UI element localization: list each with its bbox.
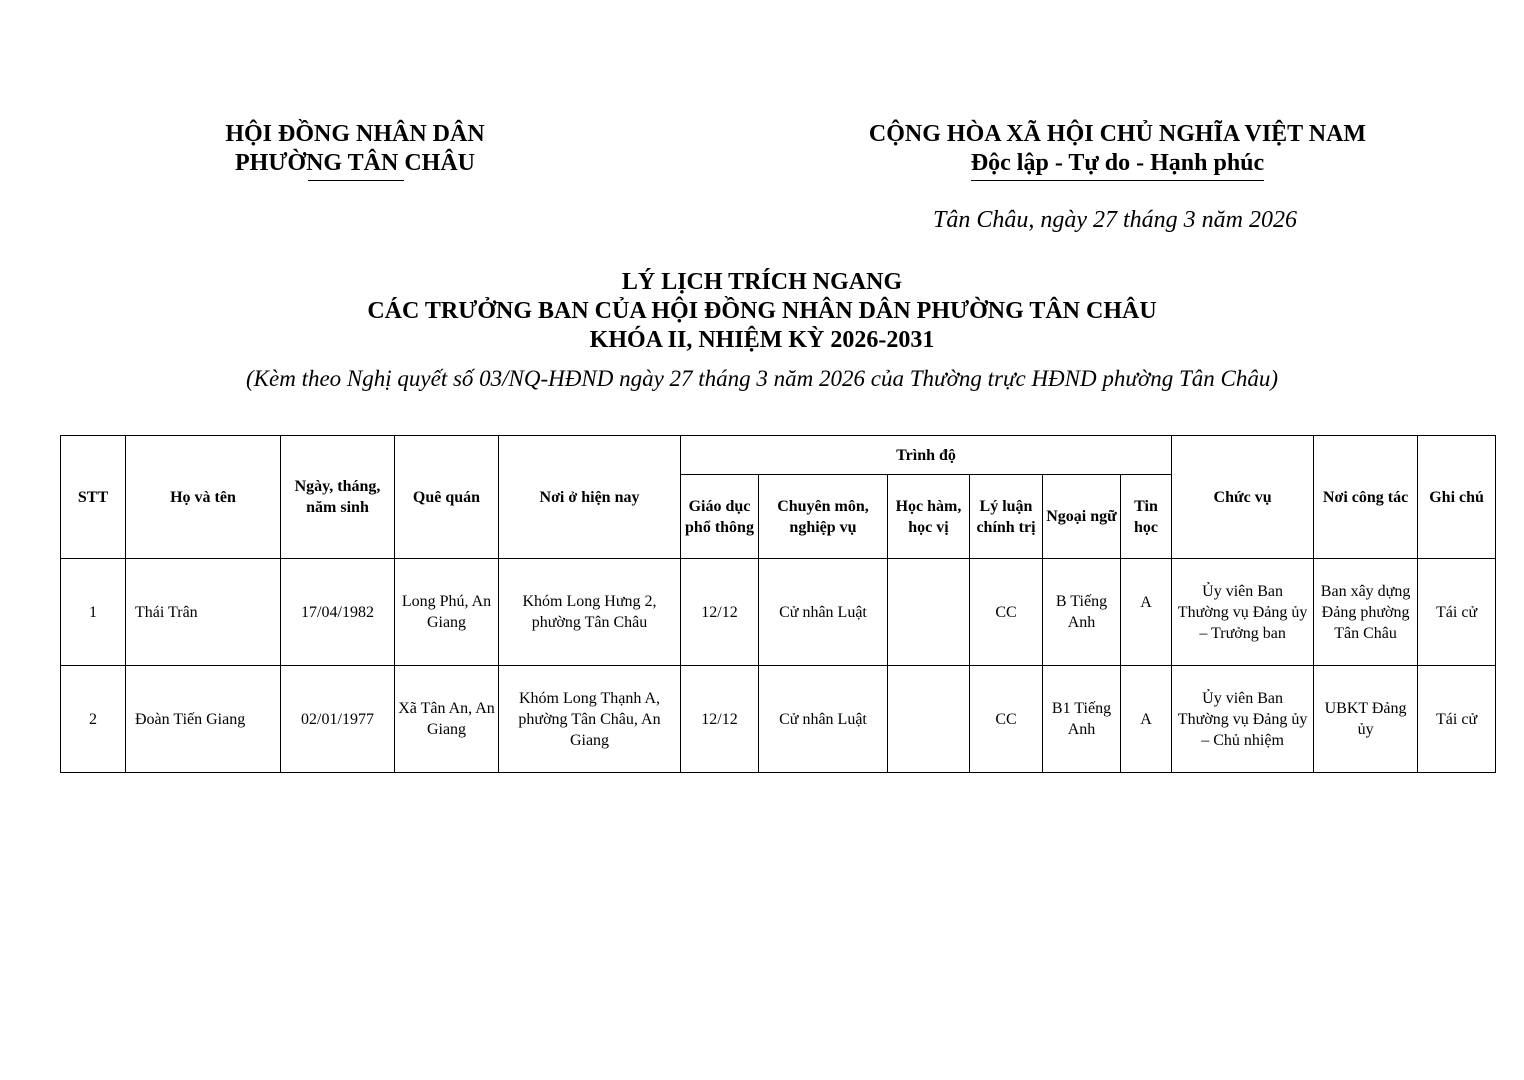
cell-note: Tái cử — [1418, 666, 1496, 773]
table-row — [61, 559, 1496, 666]
cell-residence: Khóm Long Thạnh A, phường Tân Châu, An Giang — [499, 666, 681, 773]
cell-stt: 1 — [61, 559, 126, 666]
cell-workplace: UBKT Đảng ủy — [1314, 666, 1418, 773]
issuer-name: HỘI ĐỒNG NHÂN DÂN — [225, 121, 485, 147]
cell-dob: 02/01/1977 — [281, 666, 395, 773]
cell-specialty: Cử nhân Luật — [759, 666, 888, 773]
cell-it: A — [1121, 559, 1172, 666]
national-header — [830, 120, 1405, 181]
col-header-it: Tin học — [1121, 475, 1172, 559]
cell-general-edu: 12/12 — [681, 559, 759, 666]
col-header-general-edu: Giáo dục phổ thông — [681, 475, 759, 559]
cell-dob: 17/04/1982 — [281, 559, 395, 666]
national-title: CỘNG HÒA XÃ HỘI CHỦ NGHĨA VIỆT NAM — [868, 121, 1367, 147]
issuer-header — [150, 120, 560, 178]
cell-political: CC — [970, 559, 1043, 666]
table-header-row — [61, 436, 1496, 475]
cell-name: Đoàn Tiến Giang — [126, 666, 281, 773]
cell-general-edu: 12/12 — [681, 666, 759, 773]
document-title-line2: CÁC TRƯỞNG BAN CỦA HỘI ĐỒNG NHÂN DÂN PHƯỜNG TÂN CHÂU — [367, 298, 1157, 324]
col-header-name: Họ và tên — [126, 436, 281, 559]
cell-name: Thái Trân — [126, 559, 281, 666]
cell-hometown: Xã Tân An, An Giang — [395, 666, 499, 773]
col-header-residence: Nơi ở hiện nay — [499, 436, 681, 559]
col-header-workplace: Nơi công tác — [1314, 436, 1418, 559]
issuer-ward: PHƯỜNG TÂN CHÂU — [235, 150, 475, 176]
document-title: LÝ LỊCH TRÍCH NGANG — [621, 269, 903, 295]
cell-stt: 2 — [61, 666, 126, 773]
col-header-dob: Ngày, tháng, năm sinh — [281, 436, 395, 559]
cell-residence: Khóm Long Hưng 2, phường Tân Châu — [499, 559, 681, 666]
cell-hometown: Long Phú, An Giang — [395, 559, 499, 666]
col-header-position: Chức vụ — [1172, 436, 1314, 559]
col-header-stt: STT — [61, 436, 126, 559]
col-header-political: Lý luận chính trị — [970, 475, 1043, 559]
cell-workplace: Ban xây dựng Đảng phường Tân Châu — [1314, 559, 1418, 666]
col-header-language: Ngoại ngữ — [1043, 475, 1121, 559]
cell-note: Tái cử — [1418, 559, 1496, 666]
col-header-note: Ghi chú — [1418, 436, 1496, 559]
cell-position: Ủy viên Ban Thường vụ Đảng ủy – Trưởng ban — [1172, 559, 1314, 666]
cell-academic — [888, 666, 970, 773]
cell-language: B1 Tiếng Anh — [1043, 666, 1121, 773]
cell-specialty: Cử nhân Luật — [759, 559, 888, 666]
cell-political: CC — [970, 666, 1043, 773]
cell-position: Ủy viên Ban Thường vụ Đảng ủy – Chủ nhiệm — [1172, 666, 1314, 773]
document-title-line3: KHÓA II, NHIỆM KỲ 2026-2031 — [589, 327, 935, 353]
date-line: Tân Châu, ngày 27 tháng 3 năm 2026 — [932, 207, 1297, 233]
col-header-hometown: Quê quán — [395, 436, 499, 559]
table-row — [61, 666, 1496, 773]
col-header-specialty: Chuyên môn, nghiệp vụ — [759, 475, 888, 559]
col-header-level: Trình độ — [681, 436, 1172, 475]
cell-language: B Tiếng Anh — [1043, 559, 1121, 666]
issuer-underline — [308, 180, 404, 181]
document-subtitle: (Kèm theo Nghị quyết số 03/NQ-HĐND ngày 27 tháng 3 năm 2026 của Thường trực HĐND phường Tân Châu) — [246, 366, 1278, 391]
national-motto: Độc lập - Tự do - Hạnh phúc — [971, 149, 1264, 181]
cell-it: A — [1121, 666, 1172, 773]
member-table — [60, 435, 1496, 773]
cell-academic — [888, 559, 970, 666]
col-header-academic: Học hàm, học vị — [888, 475, 970, 559]
